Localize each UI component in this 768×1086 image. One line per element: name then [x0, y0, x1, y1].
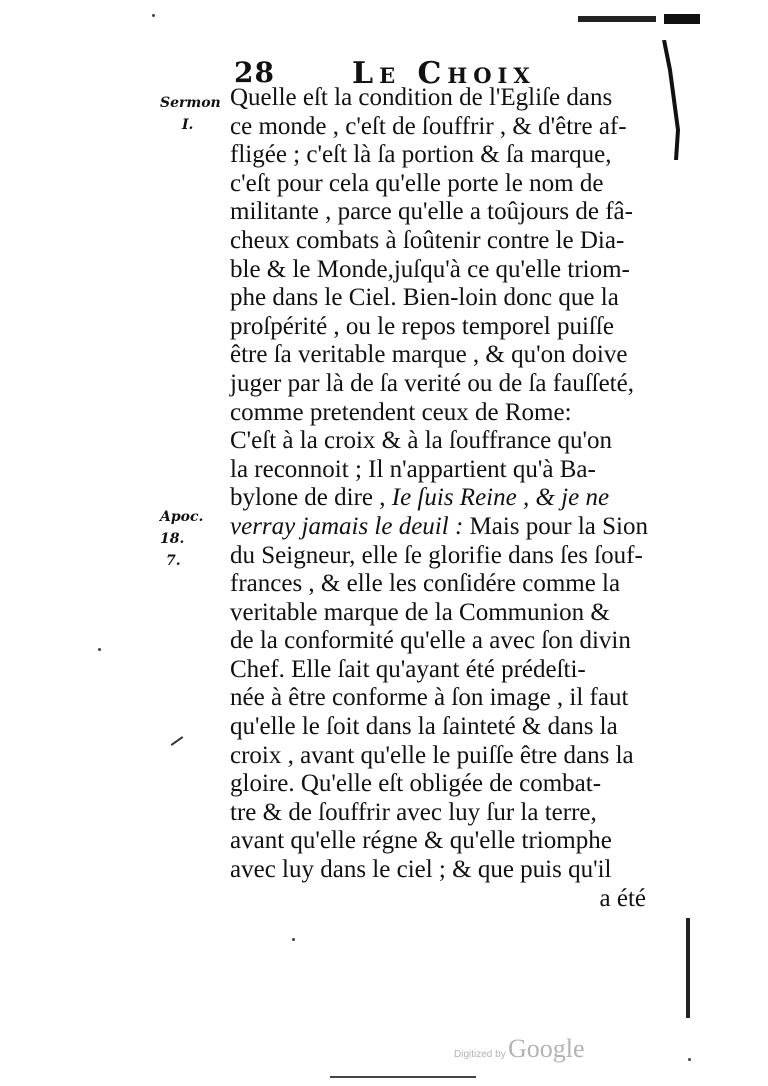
text-line: gloire. Qu'elle eſt obligée de combat- — [230, 770, 602, 798]
catchword: a été — [599, 884, 646, 912]
page-number: 28 — [234, 56, 275, 89]
text-line: frances , & elle les conſidére comme la — [230, 570, 621, 598]
running-title: Le Choix — [352, 56, 536, 91]
text-line: avec luy dans le ciel ; & que puis qu'il — [230, 856, 612, 884]
text-line: c'eſt pour cela qu'elle porte le nom de — [230, 169, 604, 197]
margin-note-sermon — [160, 92, 230, 136]
speck — [98, 648, 101, 651]
text-line: ce monde , c'eſt de ſouffrir , & d'être af- — [230, 112, 627, 140]
speck — [152, 14, 155, 17]
text-line: la reconnoit ; Il n'appartient qu'à Ba- — [230, 455, 596, 483]
digitized-by-label: Digitized by — [454, 1049, 506, 1060]
body-text — [230, 84, 670, 913]
margin-note-apoc — [160, 506, 230, 572]
text-roman: bylone de dire , — [230, 484, 392, 512]
scan-artifact-top — [578, 12, 698, 32]
text-roman: Mais pour la Sion — [469, 512, 648, 540]
margin-sermon-label: Sermon — [160, 95, 221, 111]
text-line: Quelle eſt la condition de l'Egliſe dans — [230, 84, 613, 111]
stray-mark — [171, 736, 184, 746]
text-line: du Seigneur, elle ſe glorifie dans ſes ſouf- — [230, 541, 643, 569]
speck — [292, 938, 295, 941]
text-line-quote-start — [230, 484, 670, 513]
text-line-quote-end — [230, 513, 670, 542]
text-line: tre & de ſouffrir avec luy ſur la terre, — [230, 798, 597, 826]
text-line: qu'elle le ſoit dans la ſainteté & dans la — [230, 713, 618, 741]
text-line: de la conformité qu'elle a avec ſon divin — [230, 627, 631, 655]
scan-artifact-edge-bottom — [686, 918, 690, 1018]
text-line: croix , avant qu'elle le puiſſe être dans la — [230, 741, 634, 769]
quotation-italic: Ie ſuis Reine , & je ne — [391, 484, 610, 512]
text-line: militante , parce qu'elle a toûjours de fâ- — [230, 198, 633, 226]
margin-apoc-verse: 7. — [166, 553, 181, 569]
text-line: avant qu'elle régne & qu'elle triomphe — [230, 827, 612, 855]
text-line: cheux combats à ſoûtenir contre le Dia- — [230, 226, 625, 254]
speck — [688, 1058, 691, 1061]
text-line: fligée ; c'eſt là ſa portion & ſa marque, — [230, 141, 612, 169]
margin-sermon-number: I. — [182, 117, 194, 133]
google-logo: Google — [508, 1034, 585, 1063]
quotation-italic: verray jamais le deuil : — [230, 512, 470, 540]
text-line: phe dans le Ciel. Bien-loin donc que la — [230, 284, 619, 312]
text-line: née à être conforme à ſon image , il faut — [230, 684, 629, 712]
text-line: juger par là de ſa verité ou de ſa fauſſeté, — [230, 369, 634, 397]
digitized-watermark — [454, 1034, 614, 1068]
text-line: veritable marque de la Communion & — [230, 598, 610, 626]
scan-artifact-bottom — [330, 1076, 476, 1078]
text-line: Chef. Elle ſait qu'ayant été prédeſti- — [230, 655, 586, 683]
text-line: C'eſt à la croix & à la ſouffrance qu'on — [230, 427, 613, 455]
text-line: comme pretendent ceux de Rome: — [230, 398, 572, 426]
text-line: ble & le Monde,juſqu'à ce qu'elle triom- — [230, 255, 630, 283]
text-line: être ſa veritable marque , & qu'on doive — [230, 341, 628, 369]
margin-apoc-ref: Apoc. 18. — [160, 509, 204, 547]
text-line: proſpérité , ou le repos temporel puiſſe — [230, 312, 614, 340]
